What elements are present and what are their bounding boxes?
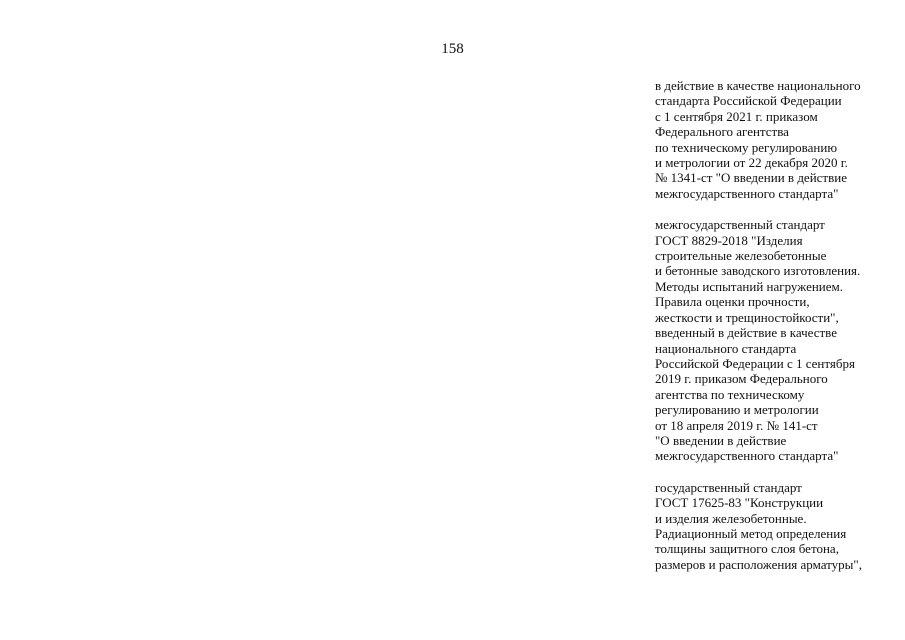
text-line: Правила оценки прочности, [655, 294, 810, 310]
text-line: от 18 апреля 2019 г. № 141-ст [655, 417, 818, 433]
text-line: и бетонные заводского изготовления. [655, 263, 861, 279]
text-line: Федерального агентства [655, 124, 789, 140]
text-line: с 1 сентября 2021 г. приказом [655, 108, 818, 124]
text-line: ГОСТ 17625-83 "Конструкции [655, 495, 824, 511]
text-line: жесткости и трещиностойкости", [655, 309, 839, 325]
text-line: и изделия железобетонные. [655, 510, 807, 526]
text-line: строительные железобетонные [655, 248, 827, 264]
text-line: межгосударственный стандарт [655, 217, 825, 233]
text-line: межгосударственного стандарта" [655, 448, 839, 464]
text-line: в действие в качестве национального [655, 78, 861, 93]
text-line: по техническому регулированию [655, 139, 838, 155]
text-line: толщины защитного слоя бетона, [655, 541, 839, 557]
text-column [655, 78, 900, 588]
text-line: размеров и расположения арматуры", [655, 556, 862, 572]
text-line: агентства по техническому [655, 386, 805, 402]
text-line: регулированию и метрологии [655, 402, 819, 418]
text-line: № 1341-ст "О введении в действие [655, 170, 847, 186]
text-line: "О введении в действие [655, 432, 787, 448]
text-line: стандарта Российской Федерации [655, 93, 842, 109]
text-line: и метрологии от 22 декабря 2020 г. [655, 155, 848, 171]
paragraph-gost-8829-2018 [655, 217, 900, 464]
text-line: Радиационный метод определения [655, 525, 847, 541]
text-line: введенный в действие в качестве [655, 325, 838, 341]
text-line: Российской Федерации с 1 сентября [655, 355, 855, 371]
paragraph-gost-17625-83 [655, 480, 900, 572]
page-number: 158 [441, 41, 464, 57]
text-line: межгосударственного стандарта" [655, 185, 839, 201]
text-line: Методы испытаний нагружением. [655, 278, 843, 294]
text-line: государственный стандарт [655, 479, 802, 495]
text-line: ГОСТ 8829-2018 "Изделия [655, 232, 803, 248]
text-line: 2019 г. приказом Федерального [655, 371, 828, 387]
text-line: национального стандарта [655, 340, 797, 356]
paragraph-national-standard-adoption [655, 78, 900, 201]
